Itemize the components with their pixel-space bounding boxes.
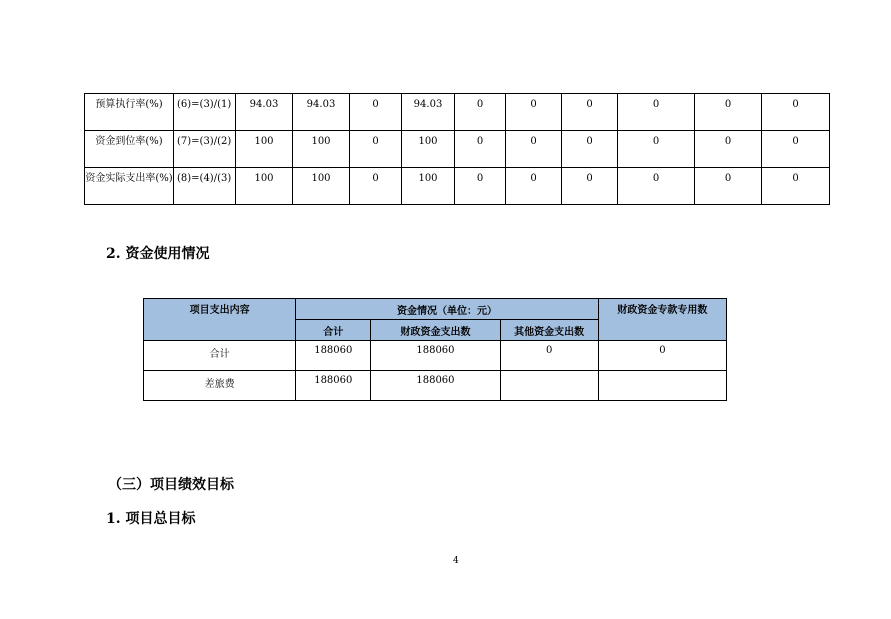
row-name: 预算执行率(%) [85, 94, 174, 131]
table-cell: 0 [695, 131, 762, 168]
table-cell: 0 [695, 168, 762, 205]
table-row [85, 131, 830, 168]
row-name: 资金实际支出率(%) [85, 168, 174, 205]
cell-special: 0 [598, 341, 726, 371]
table-cell: 0 [562, 94, 618, 131]
row-formula: (7)=(3)/(2) [174, 131, 236, 168]
table-cell: 0 [350, 168, 402, 205]
cell-total: 188060 [296, 341, 371, 371]
section-heading-performance-goals: （三）项目绩效目标 [108, 477, 234, 493]
table-cell: 0 [455, 94, 506, 131]
cell-total: 188060 [296, 371, 371, 401]
table-cell: 100 [236, 168, 293, 205]
table-row [85, 168, 830, 205]
table-cell: 100 [402, 168, 455, 205]
table-cell: 0 [455, 168, 506, 205]
header-other: 其他资金支出数 [500, 320, 598, 341]
cell-other [500, 371, 598, 401]
table-row [144, 371, 727, 401]
table-cell: 94.03 [293, 94, 350, 131]
table-cell: 100 [402, 131, 455, 168]
table-cell: 94.03 [236, 94, 293, 131]
row-formula: (6)=(3)/(1) [174, 94, 236, 131]
header-total: 合计 [296, 320, 371, 341]
table-cell: 0 [695, 94, 762, 131]
table-cell: 0 [618, 94, 695, 131]
row-formula: (8)=(4)/(3) [174, 168, 236, 205]
page-number: 4 [453, 556, 459, 566]
table-cell: 0 [455, 131, 506, 168]
table-cell: 0 [762, 131, 830, 168]
table-cell: 0 [350, 94, 402, 131]
budget-rate-table [84, 93, 830, 205]
table-cell: 0 [350, 131, 402, 168]
cell-item: 差旅费 [144, 371, 296, 401]
row-name: 资金到位率(%) [85, 131, 174, 168]
cell-fiscal: 188060 [371, 371, 500, 401]
table-cell: 0 [618, 131, 695, 168]
table-row [144, 341, 727, 371]
table-cell: 0 [762, 168, 830, 205]
cell-fiscal: 188060 [371, 341, 500, 371]
header-special: 财政资金专款专用数 [598, 299, 726, 341]
section-heading-overall-goal: 1. 项目总目标 [106, 511, 196, 527]
header-funding: 资金情况（单位：元） [296, 299, 599, 320]
cell-other: 0 [500, 341, 598, 371]
table-cell: 0 [506, 168, 562, 205]
table-cell: 100 [293, 131, 350, 168]
table-cell: 100 [293, 168, 350, 205]
header-fiscal: 财政资金支出数 [371, 320, 500, 341]
cell-item: 合计 [144, 341, 296, 371]
table-cell: 100 [236, 131, 293, 168]
section-heading-fund-usage: 2. 资金使用情况 [106, 246, 210, 262]
header-item: 项目支出内容 [144, 299, 296, 341]
table-row [85, 94, 830, 131]
fund-usage-table [143, 298, 727, 401]
table-cell: 0 [762, 94, 830, 131]
table-cell: 0 [562, 131, 618, 168]
table-cell: 0 [506, 131, 562, 168]
table-cell: 94.03 [402, 94, 455, 131]
table-cell: 0 [562, 168, 618, 205]
table-cell: 0 [506, 94, 562, 131]
cell-special [598, 371, 726, 401]
table-cell: 0 [618, 168, 695, 205]
